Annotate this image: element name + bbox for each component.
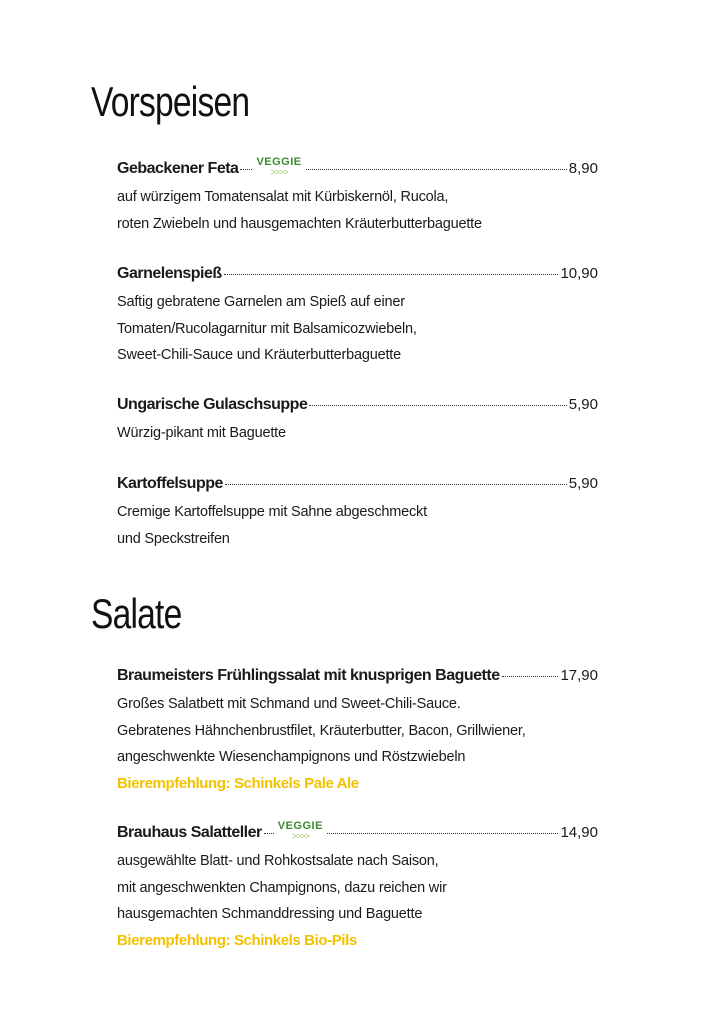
item-price: 14,90 bbox=[560, 824, 598, 841]
item-description: Cremige Kartoffelsuppe mit Sahne abgeschmeckt und Speckstreifen bbox=[117, 504, 427, 547]
leaf-arrows-icon: >>>> bbox=[291, 831, 309, 841]
menu-item bbox=[117, 156, 598, 237]
dot-leader bbox=[502, 676, 559, 677]
dot-leader bbox=[224, 274, 559, 275]
item-name: Ungarische Gulaschsuppe bbox=[117, 396, 308, 413]
menu-item bbox=[117, 820, 598, 954]
item-price: 8,90 bbox=[568, 160, 598, 177]
item-description: Saftig gebratene Garnelen am Spieß auf einer Tomaten/Rucolagarnitur mit Balsamicozwiebeln, Sweet-Chili-Sauce und Kräuterbutterbaguette bbox=[117, 294, 417, 363]
section-title-salate: Salate bbox=[91, 590, 182, 637]
veggie-badge: VEGGIE >>>> bbox=[256, 156, 302, 177]
dot-leader bbox=[327, 833, 559, 834]
section-title-vorspeisen: Vorspeisen bbox=[91, 78, 250, 125]
beer-recommendation: Bierempfehlung: Schinkels Bio-Pils bbox=[117, 931, 357, 949]
item-price: 5,90 bbox=[568, 475, 598, 492]
item-price: 17,90 bbox=[560, 667, 598, 684]
item-price: 10,90 bbox=[560, 265, 598, 282]
item-description: Großes Salatbett mit Schmand und Sweet-Chili-Sauce. Gebratenes Hähnchenbrustfilet, Kräuterbutter, Bacon, Grillwiener, angeschwenkte Wiesenchampignons und Röstzwiebeln bbox=[117, 696, 526, 765]
item-name: Gebackener Feta bbox=[117, 160, 239, 177]
dot-leader bbox=[225, 484, 567, 485]
menu-item bbox=[117, 396, 598, 447]
beer-recommendation: Bierempfehlung: Schinkels Pale Ale bbox=[117, 774, 359, 792]
menu-item bbox=[117, 667, 598, 797]
dot-leader bbox=[309, 405, 566, 406]
menu-item bbox=[117, 265, 598, 369]
item-description: ausgewählte Blatt- und Rohkostsalate nach Saison, mit angeschwenkten Champignons, dazu reichen wir hausgemachten Schmanddressing und Baguette bbox=[117, 853, 447, 922]
item-description: auf würzigem Tomatensalat mit Kürbiskernöl, Rucola, roten Zwiebeln und hausgemachten Kräuterbutterbaguette bbox=[117, 189, 482, 232]
item-description: Würzig-pikant mit Baguette bbox=[117, 425, 286, 441]
veggie-badge: VEGGIE >>>> bbox=[277, 820, 323, 841]
item-name: Kartoffelsuppe bbox=[117, 475, 223, 492]
item-name: Brauhaus Salatteller bbox=[117, 824, 262, 841]
leaf-arrows-icon: >>>> bbox=[270, 167, 288, 177]
item-name: Braumeisters Frühlingssalat mit knusprigen Baguette bbox=[117, 667, 500, 684]
item-price: 5,90 bbox=[568, 396, 598, 413]
dot-leader bbox=[306, 169, 567, 170]
item-name: Garnelenspieß bbox=[117, 265, 222, 282]
menu-item bbox=[117, 475, 598, 552]
